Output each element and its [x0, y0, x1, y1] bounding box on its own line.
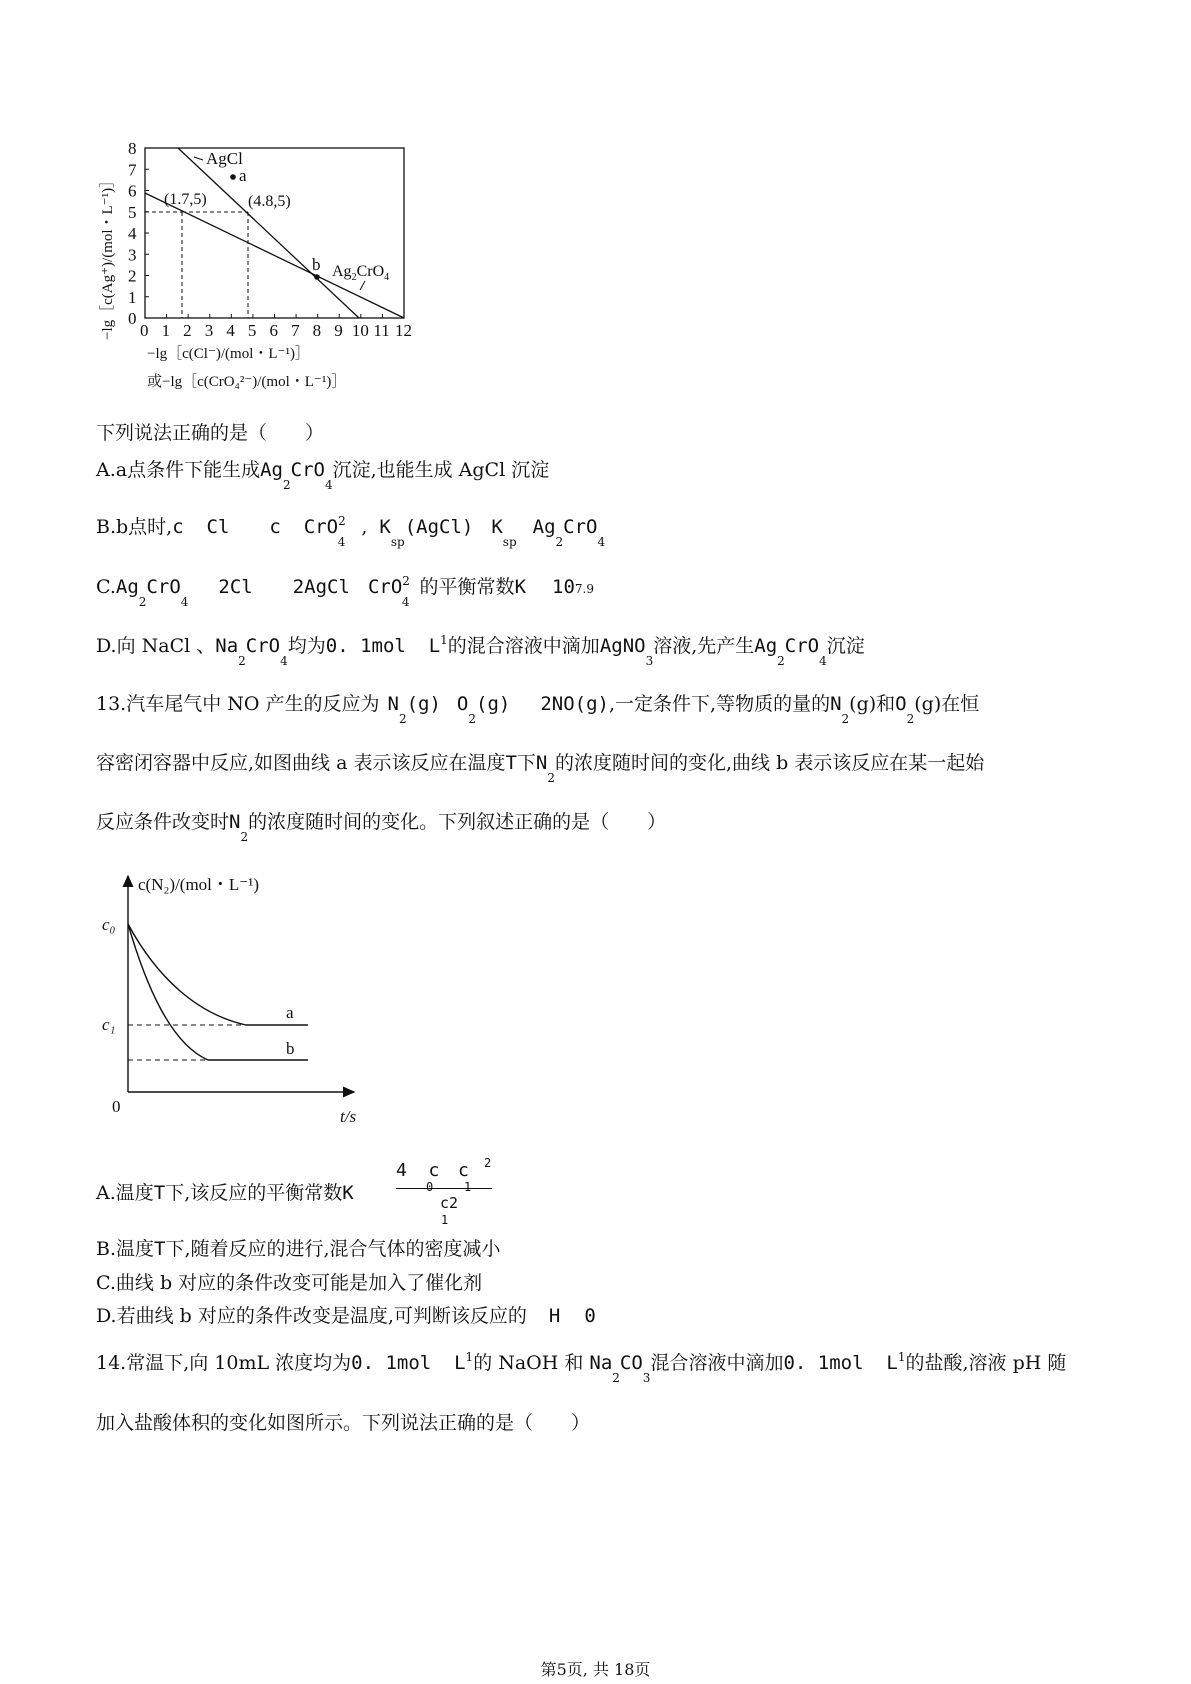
x-tick-label: 3: [204, 321, 214, 340]
x-tick-label: 11: [373, 321, 390, 340]
x-tick-label: 9: [334, 321, 343, 340]
ag2cro4-line: [145, 193, 404, 318]
annotation-1-7: (1.7,5): [164, 191, 207, 208]
q13-line-2: 容密闭容器中反应,如图曲线 a 表示该反应在温度T下$N_2$的浓度随时间的变化,曲线 b 表示该反应在某一起始: [96, 752, 985, 785]
x-tick-label: 8: [312, 321, 322, 340]
n2-concentration-figure: [96, 866, 396, 1136]
q13-option-b: B.温度T下,随着反应的进行,混合气体的密度减小: [96, 1238, 501, 1260]
curve-a: [128, 924, 308, 1025]
q14-line-1: 14.常温下,向 10mL 浓度均为0. 1mol $L^1$的 NaOH 和 $Na_2CO_3$混合溶液中滴加0. 1mol $L^1$的盐酸,溶液 pH 随: [96, 1350, 1067, 1385]
x-axis-label-1: −lg［c(Cl⁻)/(mol・L⁻¹)］: [147, 346, 310, 362]
q12-option-d: D.向 NaCl 、$Na_2CrO_4$均为0. 1mol $L^1$的混合溶液中滴加AgNO$_3$溶液,先产生$Ag_2CrO_4$沉淀: [96, 633, 865, 668]
x-tick-label: 7: [291, 321, 300, 340]
q12-option-c: $C.Ag_2CrO_42Cl$ 2AgCl CrO$^2_4$的平衡常数K 107.9: [96, 574, 594, 609]
q12-option-a: A.a点条件下能生成$Ag_2CrO_4$沉淀,也能生成 AgCl 沉淀: [96, 459, 550, 492]
y-tick-label: 8: [128, 139, 137, 158]
y-axis-label: c(N₂)/(mol・L⁻¹): [138, 875, 260, 894]
page-footer: 第5页, 共 18页: [540, 1660, 651, 1679]
curve-b: [128, 924, 308, 1060]
x-tick-label: 10: [351, 321, 369, 340]
ksp-figure: [90, 130, 430, 405]
origin-label: 0: [112, 1097, 121, 1116]
x-tick-label: 6: [269, 321, 278, 340]
x-tick-label: 2: [183, 321, 192, 340]
q13-line-3: 反应条件改变时$N_2$的浓度随时间的变化。下列叙述正确的是（ ）: [96, 811, 667, 844]
q13-option-a: A.温度T下,该反应的平衡常数K: [96, 1182, 354, 1204]
q13-line-1: 13.汽车尾气中 NO 产生的反应为 $N_2(g)$ $O_2(g)$ 2NO(g),一定条件下,等物质的量的$N_2(g)$和$O_2(g)$在恒: [96, 693, 980, 726]
curve-a-label: a: [286, 1003, 294, 1022]
ag2cro4-label: $Ag_2CrO_4$: [332, 263, 390, 283]
agcl-label: AgCl: [206, 149, 243, 168]
x-tick-label: 5: [247, 321, 257, 340]
x-tick-label: 0: [140, 321, 149, 340]
equilibrium-fraction: 4 c c 2 0 1 c2 1: [396, 1156, 492, 1227]
curve-b-label: b: [286, 1039, 295, 1058]
y-tick-label: 3: [128, 245, 137, 265]
agcl-line: [178, 148, 359, 318]
tick-c1: c₁: [102, 1015, 116, 1034]
y-tick-label: 4: [128, 224, 137, 243]
annotation-4-8: (4.8,5): [248, 193, 291, 210]
y-axis-ticks: [128, 139, 149, 328]
point-a: [230, 174, 236, 180]
y-tick-label: 0: [128, 309, 137, 328]
x-tick-label: 12: [395, 321, 412, 340]
x-tick-label: 1: [161, 321, 171, 340]
q13-option-c: C.曲线 b 对应的条件改变可能是加入了催化剂: [96, 1272, 483, 1294]
point-b: [314, 274, 320, 280]
y-tick-label: 7: [128, 160, 137, 180]
y-axis-label: −lg［c(Ag⁺)/(mol・L⁻¹)］: [100, 172, 116, 340]
x-axis-label-2: 或−lg［c(CrO₄²⁻)/(mol・L⁻¹)］: [147, 374, 347, 390]
point-b-label: b: [312, 255, 321, 274]
y-tick-label: 5: [128, 202, 137, 222]
x-tick-label: 4: [226, 321, 235, 340]
y-tick-label: 6: [128, 181, 137, 201]
q13-option-d: D.若曲线 b 对应的条件改变是温度,可判断该反应的 H 0: [96, 1305, 596, 1327]
x-axis-label: t/s: [340, 1107, 357, 1126]
q14-line-2: 加入盐酸体积的变化如图所示。下列说法正确的是（ ）: [96, 1412, 591, 1434]
q12-stem: 下列说法正确的是（ ）: [96, 422, 325, 444]
y-tick-label: 2: [128, 266, 137, 286]
tick-c0: c₀: [102, 915, 116, 934]
q12-option-b: B.b点时,c Cl c CrO$^2_4$, $K_{sp}(AgCl)$ $K_{sp}Ag_2CrO_4$: [96, 514, 606, 549]
y-tick-label: 1: [128, 287, 137, 307]
point-a-label: a: [239, 166, 247, 185]
